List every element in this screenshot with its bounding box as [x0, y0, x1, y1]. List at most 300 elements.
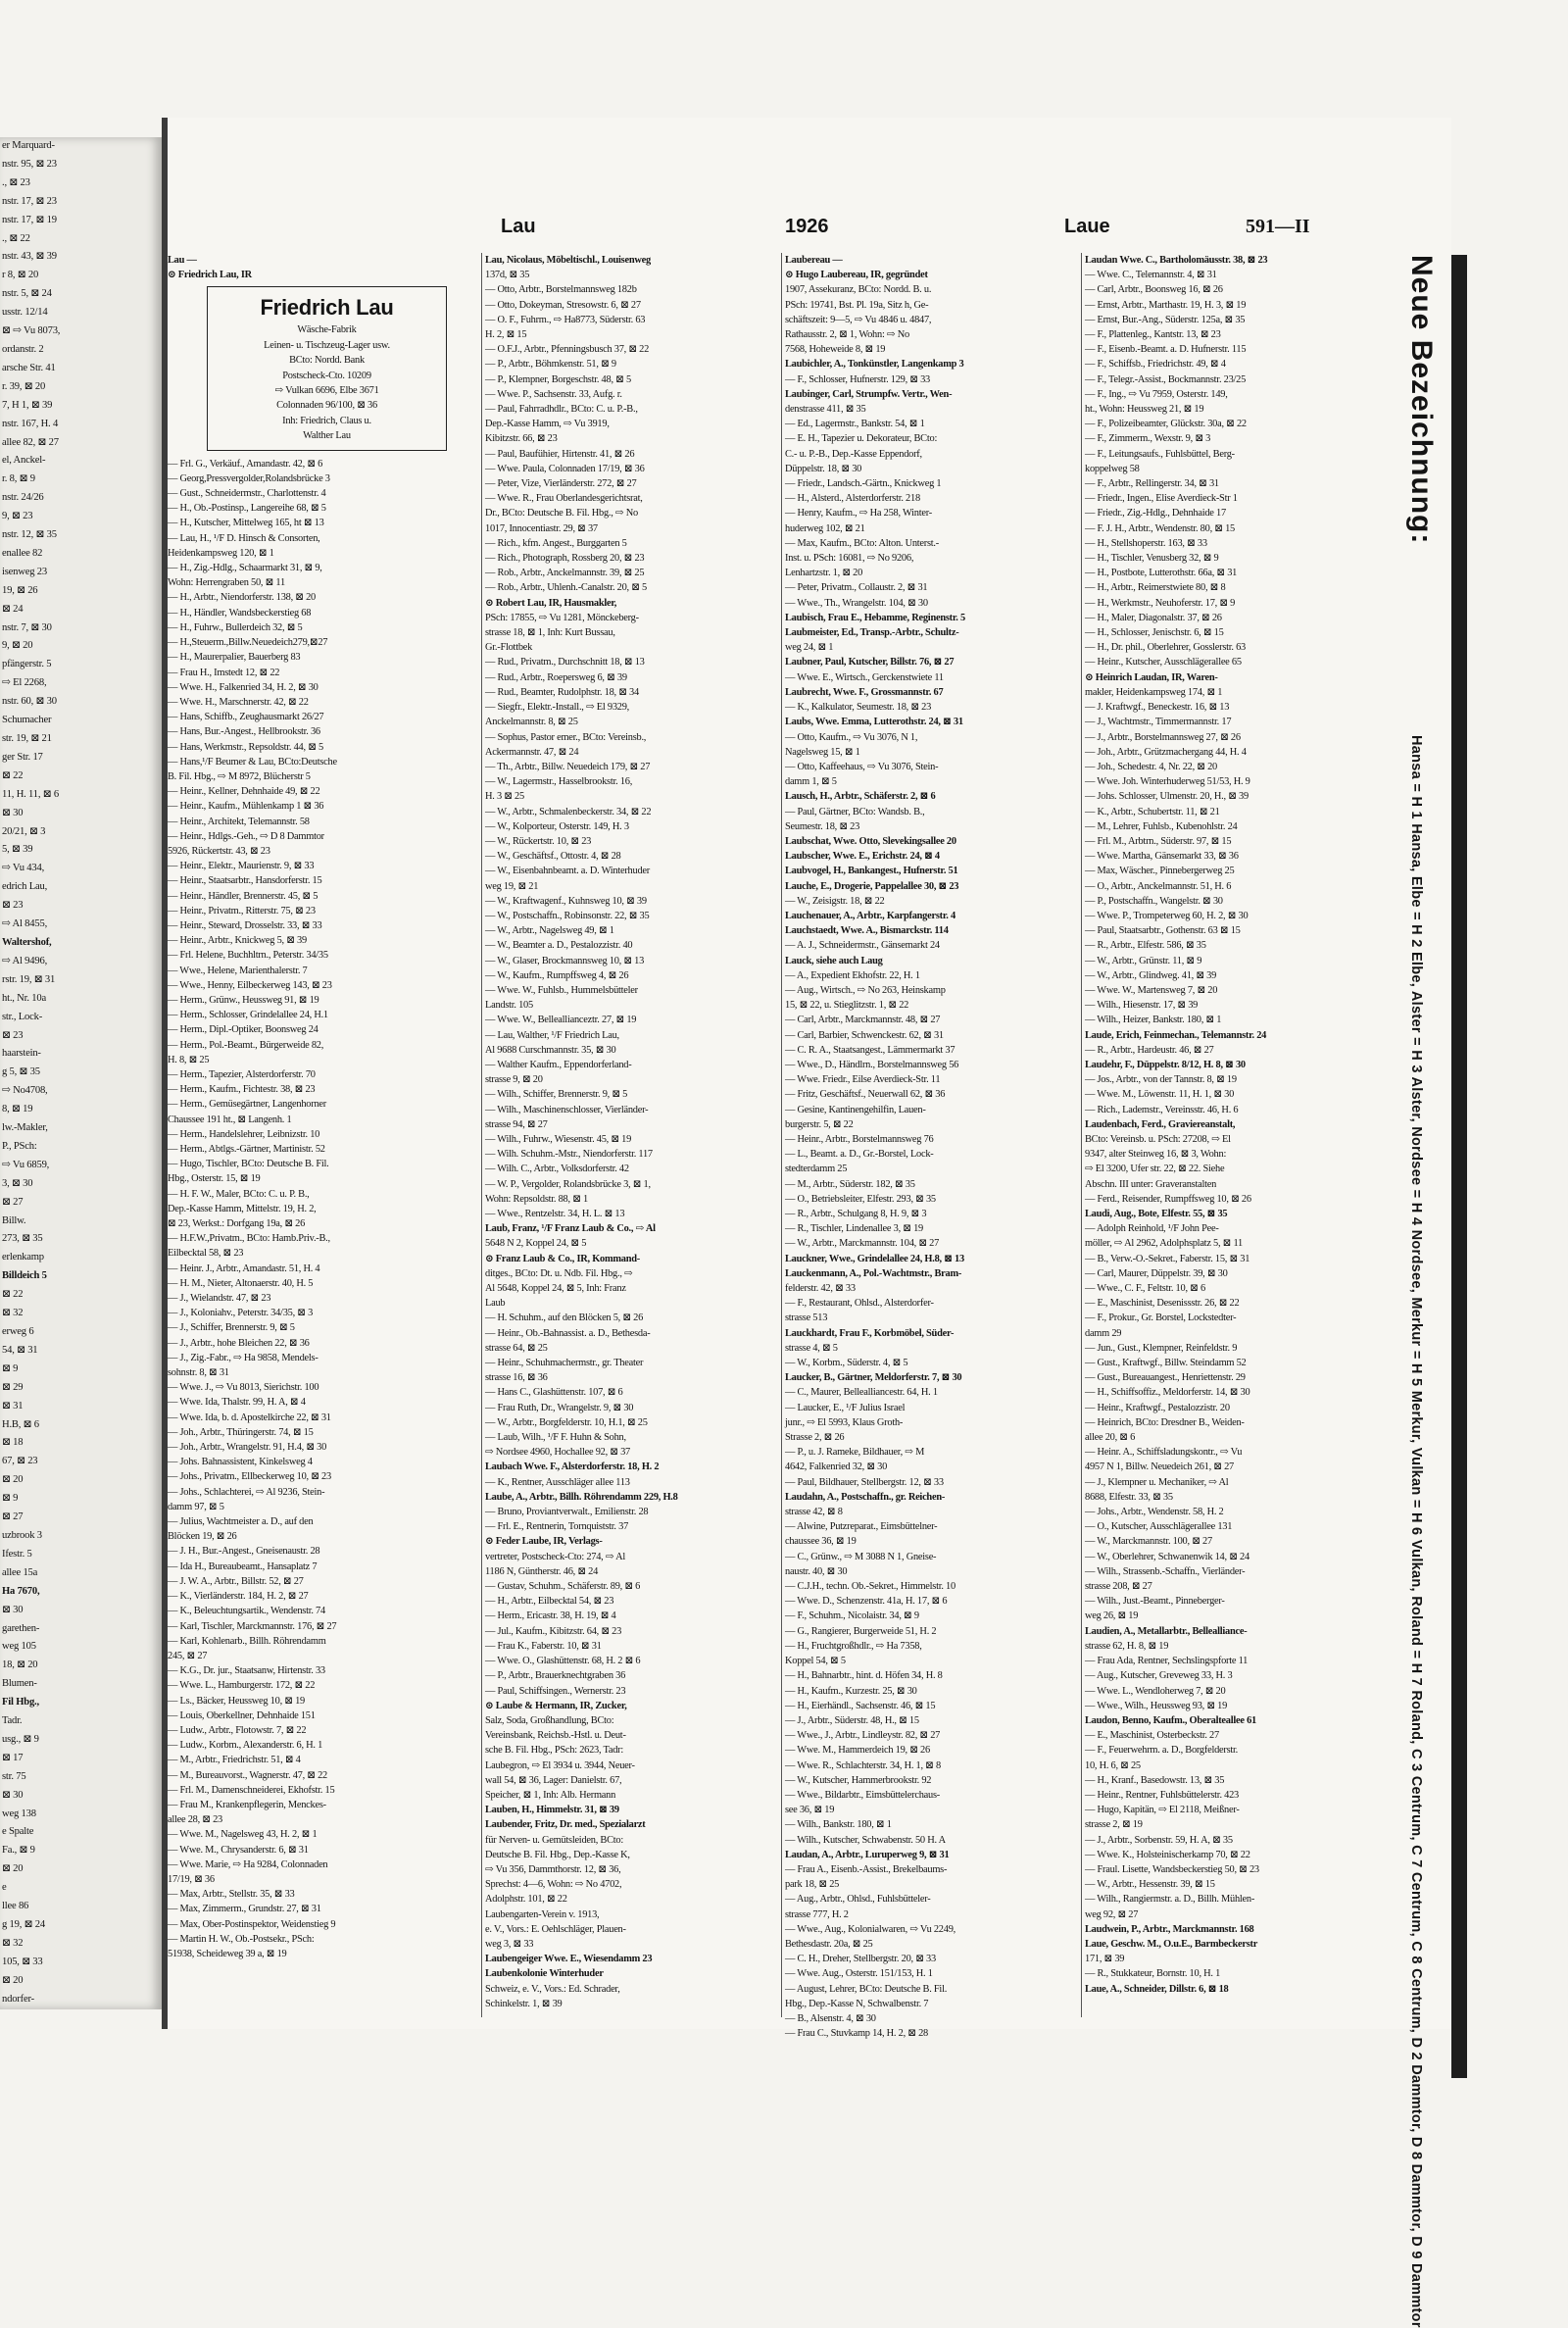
directory-entry: — Wwe. W., Martensweg 7, ⊠ 20: [1085, 984, 1218, 996]
directory-entry: — Herm., Tapezier, Alsterdorferstr. 70: [168, 1068, 316, 1080]
left-fragment-line: ., ⊠ 23: [2, 176, 30, 188]
running-head-year: 1926: [785, 216, 829, 237]
directory-entry: — Otto, Kaufm., ⇨ Vu 3076, N 1,: [785, 731, 918, 743]
directory-entry: — W. P., Vergolder, Rolandsbrücke 3, ⊠ 1,: [485, 1178, 651, 1190]
directory-entry: — Rich., Lademstr., Vereinsstr. 46, H. 6: [1085, 1104, 1239, 1115]
directory-entry: Laudenbach, Ferd., Graviereanstalt,: [1085, 1118, 1236, 1130]
left-fragment-line: Billdeich 5: [2, 1270, 47, 1282]
directory-entry: — H., Arbtr., Reimerstwiete 80, ⊠ 8: [1085, 582, 1226, 594]
left-fragment-line: lw.-Makler,: [2, 1122, 48, 1134]
left-fragment-line: ⊠ 22: [2, 1289, 24, 1301]
directory-entry: Laude, Erich, Feinmechan., Telemannstr. 24: [1085, 1029, 1267, 1041]
directory-entry: — Paul, Staatsarbtr., Gothenstr. 63 ⊠ 15: [1085, 925, 1241, 937]
directory-entry: — Wilh., Hiesenstr. 17, ⊠ 39: [1085, 1000, 1199, 1012]
directory-entry: — J., Zig.-Fabr., ⇨ Ha 9858, Mendels-: [168, 1352, 318, 1363]
directory-entry: strasse 2, ⊠ 19: [1085, 1819, 1143, 1831]
directory-entry: — Frau H., Imstedt 12, ⊠ 22: [168, 667, 280, 678]
directory-entry: — Ernst, Arbtr., Marthastr. 19, H. 3, ⊠ 19: [1085, 299, 1247, 311]
left-fragment-line: ⊠ 24: [2, 603, 24, 615]
directory-entry: schäftszeit: 9—5, ⇨ Vu 4846 u. 4847,: [785, 314, 932, 325]
left-fragment-line: ordanstr. 2: [2, 343, 44, 355]
directory-entry: 245, ⊠ 27: [168, 1650, 208, 1661]
directory-entry: — Jul., Kaufm., Kibitzstr. 64, ⊠ 23: [485, 1625, 622, 1637]
directory-entry: — C. R. A., Staatsangest., Lämmermarkt 37: [785, 1044, 956, 1056]
directory-entry: — M., Lehrer, Fuhlsb., Kubenohlstr. 24: [1085, 820, 1238, 832]
directory-entry: für Nerven- u. Gemütsleiden, BCto:: [485, 1834, 623, 1846]
directory-entry: — Johs. Schlosser, Ulmenstr. 20, H., ⊠ 39: [1085, 791, 1249, 803]
directory-entry: — H., Arbtr., Eilbecktal 54, ⊠ 23: [485, 1596, 614, 1608]
directory-entry: — Joh., Arbtr., Grützmachergang 44, H. 4: [1085, 746, 1247, 758]
directory-entry: ⊙ Heinrich Laudan, IR, Waren-: [1085, 671, 1218, 683]
directory-entry: — Wwe., D., Händlrn., Borstelmannsweg 56: [785, 1059, 959, 1070]
column-rule: [781, 253, 782, 2017]
directory-entry: ⇨ Vu 356, Dammthorstr. 12, ⊠ 36,: [485, 1863, 621, 1875]
directory-entry: Laubach Wwe. F., Alsterdorferstr. 18, H. 2: [485, 1461, 660, 1473]
directory-entry: — W., Arbtr., Hessenstr. 39, ⊠ 15: [1085, 1879, 1215, 1891]
directory-entry: Laudon, Benno, Kaufm., Oberalteallee 61: [1085, 1714, 1256, 1726]
directory-entry: — Johs., Privatm., Ellbeckerweg 10, ⊠ 23: [168, 1471, 331, 1483]
directory-entry: Dep.-Kasse Hamm, Mittelstr. 19, H. 2,: [168, 1203, 317, 1214]
directory-entry: — E., Maschinist, Osterbeckstr. 27: [1085, 1730, 1219, 1742]
directory-entry: 17/19, ⊠ 36: [168, 1873, 215, 1885]
directory-entry: — P., Arbtr., Brauerknechtgraben 36: [485, 1670, 626, 1682]
directory-entry: — W., Kutscher, Hammerbrookstr. 92: [785, 1774, 932, 1786]
directory-entry: — Heinr. J., Arbtr., Amandastr. 51, H. 4: [168, 1263, 320, 1274]
directory-entry: Salz, Soda, Großhandlung, BCto:: [485, 1714, 614, 1726]
directory-entry: strasse 16, ⊠ 36: [485, 1372, 548, 1384]
directory-entry: Lauckner, Wwe., Grindelallee 24, H.8, ⊠ 13: [785, 1253, 964, 1264]
left-fragment-line: el, Anckel-: [2, 455, 46, 467]
directory-entry: — Wwe. R., Schlachterstr. 34, H. 1, ⊠ 8: [785, 1759, 941, 1771]
directory-entry: — H., Fruchtgroßhdlr., ⇨ Ha 7358,: [785, 1640, 922, 1652]
directory-entry: — Bruno, Proviantverwalt., Emilienstr. 28: [485, 1507, 649, 1518]
page-number: 591—II: [1246, 216, 1310, 237]
left-fragment-line: ⊠ ⇨ Vu 8073,: [2, 325, 61, 337]
column-4: [1085, 253, 1400, 1997]
directory-entry: — Herm., Handelslehrer, Leibnizstr. 10: [168, 1128, 320, 1140]
directory-entry: — E. H., Tapezier u. Dekorateur, BCto:: [785, 433, 938, 445]
directory-entry: — Wwe. Ida, b. d. Apostelkirche 22, ⊠ 31: [168, 1412, 331, 1423]
directory-entry: — Herm., Gemüsegärtner, Langenhorner: [168, 1099, 326, 1111]
directory-entry: — Wwe. Aug., Osterstr. 151/153, H. 1: [785, 1968, 933, 1980]
directory-entry: strasse 777, H. 2: [785, 1908, 849, 1920]
directory-entry: — Heinr. A., Schiffsladungskontr., ⇨ Vu: [1085, 1447, 1243, 1459]
directory-entry: PSch: 17855, ⇨ Vu 1281, Mönckeberg-: [485, 612, 639, 623]
directory-entry: — W., Arbtr., Marckmannstr. 104, ⊠ 27: [785, 1238, 940, 1250]
directory-entry: — F., Schlosser, Hufnerstr. 129, ⊠ 33: [785, 373, 930, 385]
left-fragment-line: haarstein-: [2, 1048, 41, 1060]
directory-entry: — Wwe. O., Glashüttenstr. 68, H. 2 ⊠ 6: [485, 1656, 641, 1667]
directory-entry: — W., Beamter a. D., Pestalozzistr. 40: [485, 940, 633, 952]
directory-entry: — Martin H. W., Ob.-Postsekr., PSch:: [168, 1933, 315, 1945]
left-fragment-line: nstr. 17, ⊠ 19: [2, 214, 57, 225]
directory-entry: — B., Alsenstr. 4, ⊠ 30: [785, 2012, 876, 2024]
directory-entry: Lauck, siehe auch Laug: [785, 955, 883, 966]
advertisement-line: Wäsche-Fabrik: [297, 324, 357, 336]
directory-entry: — F., Plattenleg., Kantstr. 13, ⊠ 23: [1085, 329, 1221, 341]
directory-entry: — Walther Kaufm., Eppendorferland-: [485, 1059, 632, 1070]
advertisement-line: Postscheck-Cto. 10209: [282, 370, 371, 381]
directory-entry: — Heinr., Schuhmachermstr., gr. Theater: [485, 1358, 644, 1369]
directory-entry: — O., Kutscher, Ausschlägerallee 131: [1085, 1521, 1233, 1533]
left-fragment-line: 18, ⊠ 20: [2, 1659, 38, 1671]
directory-entry: sohnstr. 8, ⊠ 31: [168, 1367, 229, 1379]
left-fragment-line: ⇨ El 2268,: [2, 677, 47, 689]
directory-entry: allee 20, ⊠ 6: [1085, 1432, 1136, 1444]
directory-entry: Laudan, A., Arbtr., Luruperweg 9, ⊠ 31: [785, 1849, 950, 1860]
directory-entry: — H., Dr. phil., Oberlehrer, Gosslerstr. 63: [1085, 642, 1247, 654]
left-fragment-line: H.B, ⊠ 6: [2, 1418, 39, 1430]
left-fragment-line: nstr. 95, ⊠ 23: [2, 158, 57, 170]
directory-entry: — Wwe. Friedr., Eilse Averdieck-Str. 11: [785, 1074, 941, 1086]
directory-entry: Vereinsbank, Reichsb.-Hstl. u. Deut-: [485, 1730, 626, 1742]
left-fragment-line: ⇨ Vu 434,: [2, 863, 45, 874]
directory-entry: — Wwe. H., Marschnerstr. 42, ⊠ 22: [168, 696, 309, 708]
directory-entry: damm 1, ⊠ 5: [785, 776, 837, 788]
directory-entry: — F., Ing., ⇨ Vu 7959, Osterstr. 149,: [1085, 388, 1228, 400]
directory-entry: ⇨ El 3200, Ufer str. 22, ⊠ 22. Siehe: [1085, 1164, 1225, 1175]
directory-entry: strasse 94, ⊠ 27: [485, 1118, 548, 1130]
entry-heading: Lau —: [168, 255, 197, 266]
left-fragment-line: ⊠ 20: [2, 1974, 24, 1986]
directory-entry: — C. H., Dreher, Stellbergstr. 20, ⊠ 33: [785, 1954, 936, 1965]
directory-entry: Laubisch, Frau E., Hebamme, Reginenstr. 5: [785, 612, 965, 623]
directory-entry: Laube, A., Arbtr., Billh. Röhrendamm 229, H.8: [485, 1491, 678, 1503]
advertisement-line: Colonnaden 96/100, ⊠ 36: [276, 400, 377, 412]
directory-entry: ⊙ Feder Laube, IR, Verlags-: [485, 1536, 603, 1548]
directory-entry: — R., Tischler, Lindenallee 3, ⊠ 19: [785, 1223, 923, 1235]
directory-entry: — K., Kalkulator, Seumestr. 18, ⊠ 23: [785, 702, 932, 714]
directory-entry: Laubscher, Wwe. E., Erichstr. 24, ⊠ 4: [785, 851, 940, 863]
directory-entry: Laudan Wwe. C., Bartholomäusstr. 38, ⊠ 23: [1085, 255, 1268, 266]
left-fragment-line: allee 82, ⊠ 27: [2, 436, 59, 448]
directory-entry: Laubichler, A., Tonkünstler, Langenkamp 3: [785, 359, 964, 371]
directory-entry: Sprechst: 4—6, Wohn: ⇨ No 4702,: [485, 1879, 622, 1891]
directory-entry: — Heinr., Kellner, Dehnhaide 49, ⊠ 22: [168, 786, 320, 798]
directory-entry: 10, H. 6, ⊠ 25: [1085, 1759, 1141, 1771]
directory-entry: — Frl. M., Damenschneiderei, Ekhofstr. 15: [168, 1784, 335, 1796]
directory-entry: — W., Rückertstr. 10, ⊠ 23: [485, 835, 592, 847]
directory-entry: — J., Wachtmstr., Timmermannstr. 17: [1085, 717, 1232, 728]
directory-entry: burgerstr. 5, ⊠ 22: [785, 1118, 854, 1130]
left-fragment-line: 20/21, ⊠ 3: [2, 825, 46, 837]
left-fragment-line: Schumacher: [2, 715, 52, 726]
directory-entry: Lauchenauer, A., Arbtr., Karpfangerstr. 4: [785, 910, 956, 921]
directory-entry: — Wwe., Rentzelstr. 34, H. L. ⊠ 13: [485, 1209, 625, 1219]
directory-entry: — Heinr., Arbtr., Knickweg 5, ⊠ 39: [168, 935, 307, 947]
directory-entry: — Frau Ada, Rentner, Sechslingspforte 11: [1085, 1656, 1249, 1667]
directory-entry: — Gust., Kraftwgf., Billw. Steindamm 52: [1085, 1358, 1247, 1369]
directory-entry: Bethesdastr. 20a, ⊠ 25: [785, 1938, 873, 1950]
directory-entry: Laubereau —: [785, 255, 843, 266]
directory-entry: — Wwe. L., Hamburgerstr. 172, ⊠ 22: [168, 1680, 316, 1692]
directory-entry: strasse 64, ⊠ 25: [485, 1342, 548, 1354]
left-fragment-line: Fil Hbg.,: [2, 1697, 39, 1709]
directory-entry: — H. M., Nieter, Altonaerstr. 40, H. 5: [168, 1277, 314, 1289]
directory-entry: — H., Kutscher, Mittelweg 165, ht ⊠ 13: [168, 518, 324, 529]
directory-entry: — A. J., Schneidermstr., Gänsemarkt 24: [785, 940, 940, 952]
directory-entry: — H.F.W.,Privatm., BCto: Hamb.Priv.-B.,: [168, 1233, 330, 1245]
directory-entry: — Heinr., Steward, Drosselstr. 33, ⊠ 33: [168, 919, 322, 931]
directory-entry: — Frau C., Stuvkamp 14, H. 2, ⊠ 28: [785, 2028, 928, 2040]
directory-entry: — W., Glaser, Brockmannsweg 10, ⊠ 13: [485, 955, 645, 966]
directory-entry: — Herm., Abtlgs.-Gärtner, Martinistr. 52: [168, 1144, 325, 1155]
directory-entry: Rathausstr. 2, ⊠ 1, Wohn: ⇨ No: [785, 329, 909, 341]
directory-entry: — Wilh., Kutscher, Schwabenstr. 50 H. A: [785, 1834, 946, 1846]
directory-entry: Adolphstr. 101, ⊠ 22: [485, 1894, 567, 1906]
directory-entry: Laue, A., Schneider, Dillstr. 6, ⊠ 18: [1085, 1983, 1229, 1995]
directory-entry: — J., Arbtr., Süderstr. 48, H., ⊠ 15: [785, 1714, 919, 1726]
directory-entry: — Max, Ober-Postinspektor, Weidenstieg 9: [168, 1918, 336, 1930]
left-fragment-line: g 5, ⊠ 35: [2, 1066, 40, 1078]
left-fragment-line: ⊠ 27: [2, 1511, 24, 1523]
directory-entry: — W., Arbtr., Grünstr. 11, ⊠ 9: [1085, 955, 1202, 966]
directory-entry: Düppelstr. 18, ⊠ 30: [785, 463, 862, 474]
directory-entry: — J., Arbtr., Sorbenstr. 59, H. A, ⊠ 35: [1085, 1834, 1233, 1846]
directory-entry: — Wwe. R., Frau Oberlandesgerichtsrat,: [485, 493, 643, 505]
directory-entry: — Peter, Vize, Vierländerstr. 272, ⊠ 27: [485, 478, 637, 490]
directory-entry: weg 24, ⊠ 1: [785, 642, 834, 654]
left-fragment-line: Billw.: [2, 1214, 26, 1226]
directory-entry: — Herm., Dipl.-Optiker, Boonsweg 24: [168, 1024, 318, 1036]
directory-entry: Heidenkampsweg 120, ⊠ 1: [168, 547, 274, 559]
left-fragment-line: ⊠ 18: [2, 1437, 24, 1449]
directory-entry: — Wwe. Ida, Thalstr. 99, H. A, ⊠ 4: [168, 1397, 306, 1409]
sidebar-title: Neue Bezeichnung:: [1405, 255, 1438, 545]
directory-entry: — W., Zeisigstr. 18, ⊠ 22: [785, 895, 885, 907]
directory-entry: — E., Maschinist, Desenissstr. 26, ⊠ 22: [1085, 1298, 1240, 1310]
directory-entry: — F., Feuerwehrm. a. D., Borgfelderstr.: [1085, 1745, 1239, 1757]
directory-entry: — Wilh. C., Arbtr., Volksdorferstr. 42: [485, 1164, 629, 1175]
directory-entry: — Wwe. W., Fuhlsb., Hummelsbütteler: [485, 984, 638, 996]
directory-entry: — Hans,¹/F Beumer & Lau, BCto:Deutsche: [168, 756, 337, 768]
left-fragment-line: nstr. 43, ⊠ 39: [2, 251, 57, 263]
directory-entry: — Wwe., Wilh., Heussweg 93, ⊠ 19: [1085, 1700, 1228, 1711]
directory-entry: — Joh., Arbtr., Thüringerstr. 74, ⊠ 15: [168, 1426, 314, 1438]
left-fragment-line: ⇨ Al 8455,: [2, 918, 48, 930]
left-fragment-line: 11, H. 11, ⊠ 6: [2, 788, 59, 800]
directory-entry: — K., Arbtr., Schubertstr. 11, ⊠ 21: [1085, 806, 1220, 817]
directory-entry: BCto: Vereinsb. u. PSch: 27208, ⇨ El: [1085, 1133, 1231, 1145]
directory-entry: — Herm., Kaufm., Fichtestr. 38, ⊠ 23: [168, 1084, 316, 1096]
directory-entry: Laudahn, A., Postschaffn., gr. Reichen-: [785, 1491, 946, 1503]
directory-entry: strasse 208, ⊠ 27: [1085, 1581, 1152, 1593]
directory-entry: — Friedr., Zig.-Hdlg., Dehnhaide 17: [1085, 508, 1226, 520]
directory-entry: — Julius, Wachtmeister a. D., auf den: [168, 1516, 314, 1528]
directory-entry: — Wwe., Th., Wrangelstr. 104, ⊠ 30: [785, 597, 928, 609]
directory-entry: — O., Arbtr., Anckelmannstr. 51, H. 6: [1085, 880, 1232, 892]
directory-entry: — Johs., Schlachterei, ⇨ Al 9236, Stein-: [168, 1486, 325, 1498]
directory-entry: — Hans, Schiffb., Zeughausmarkt 26/27: [168, 712, 324, 723]
directory-entry: ⊠ 23, Werkst.: Dorfgang 19a, ⊠ 26: [168, 1218, 306, 1230]
directory-entry: Lauchstaedt, Wwe. A., Bismarckstr. 114: [785, 925, 949, 937]
left-fragment-line: ⊠ 32: [2, 1937, 24, 1949]
directory-entry: ⊙ Hugo Laubereau, IR, gegründet: [785, 270, 928, 281]
directory-entry: Eilbecktal 58, ⊠ 23: [168, 1248, 244, 1260]
left-fragment-line: ⊠ 9: [2, 1493, 19, 1505]
running-head-left: Lau: [501, 216, 536, 237]
directory-entry: — Karl, Kohlenarb., Billh. Röhrendamm: [168, 1635, 326, 1647]
directory-entry: Laudien, A., Metallarbtr., Bellealliance-: [1085, 1625, 1248, 1637]
directory-entry: — H., Maurerpalier, Bauerberg 83: [168, 652, 301, 664]
column-rule: [1081, 253, 1082, 2017]
directory-entry: — Heinr., Privatm., Ritterstr. 75, ⊠ 23: [168, 905, 316, 916]
left-fragment-line: llee 86: [2, 1901, 29, 1912]
left-fragment-line: r. 8, ⊠ 9: [2, 473, 35, 485]
left-fragment-line: usstr. 12/14: [2, 307, 48, 319]
left-fragment-line: nstr. 5, ⊠ 24: [2, 288, 52, 300]
directory-entry: — W., Kaufm., Rumpffsweg 4, ⊠ 26: [485, 969, 629, 981]
directory-entry: — Otto, Arbtr., Borstelmannsweg 182b: [485, 284, 637, 296]
directory-entry: 5648 N 2, Koppel 24, ⊠ 5: [485, 1238, 587, 1250]
left-fragment-line: ndorfer-: [2, 1993, 34, 2005]
directory-entry: — K., Rentner, Ausschläger allee 113: [485, 1476, 630, 1488]
directory-entry: — H., Eierhändl., Sachsenstr. 46, ⊠ 15: [785, 1700, 936, 1711]
left-fragment-line: P., PSch:: [2, 1140, 37, 1152]
directory-entry: — Wilh., Fuhrw., Wiesenstr. 45, ⊠ 19: [485, 1133, 632, 1145]
left-fragment-line: str., Lock-: [2, 1011, 43, 1022]
directory-entry: Laue, Geschw. M., O.u.E., Barmbeckerstr: [1085, 1938, 1258, 1950]
directory-entry: Laudwein, P., Arbtr., Marckmannstr. 168: [1085, 1923, 1254, 1935]
directory-entry: — L., Beamt. a. D., Gr.-Borstel, Lock-: [785, 1149, 934, 1161]
directory-entry: strasse 62, H. 8, ⊠ 19: [1085, 1640, 1169, 1652]
directory-entry: — Ferd., Reisender, Rumpffsweg 10, ⊠ 26: [1085, 1193, 1251, 1205]
directory-entry: — J., Arbtr., hohe Bleichen 22, ⊠ 36: [168, 1337, 310, 1349]
directory-entry: sche B. Fil. Hbg., PSch: 2623, Tadr:: [485, 1745, 624, 1757]
directory-entry: Hbg., Osterstr. 15, ⊠ 19: [168, 1173, 261, 1185]
advertisement-line: Walther Lau: [303, 430, 351, 442]
directory-entry: — Carl, Maurer, Düppelstr. 39, ⊠ 30: [1085, 1267, 1228, 1279]
directory-entry: — W., Marckmannstr. 100, ⊠ 27: [1085, 1536, 1212, 1548]
directory-entry: — Paul, Gärtner, BCto: Wandsb. B.,: [785, 806, 925, 817]
directory-entry: — Wwe., J., Arbtr., Lindleystr. 82, ⊠ 27: [785, 1730, 941, 1742]
directory-entry: Nagelsweg 15, ⊠ 1: [785, 746, 860, 758]
directory-entry: 8688, Elfestr. 33, ⊠ 35: [1085, 1491, 1173, 1503]
left-fragment-line: ⇨ Vu 6859,: [2, 1159, 50, 1170]
directory-entry: weg 26, ⊠ 19: [1085, 1610, 1139, 1622]
directory-entry: strasse 18, ⊠ 1, Inh: Kurt Bussau,: [485, 627, 615, 639]
directory-entry: — Joh., Arbtr., Wrangelstr. 91, H.4, ⊠ 30: [168, 1442, 327, 1454]
left-fragment-line: allee 15a: [2, 1566, 38, 1578]
directory-entry: — F., Schiffsb., Friedrichstr. 49, ⊠ 4: [1085, 359, 1226, 371]
left-fragment-line: ⊠ 23: [2, 900, 24, 912]
directory-entry: — Wwe., Bildarbtr., Eimsbüttelerchaus-: [785, 1789, 940, 1801]
left-fragment-line: 3, ⊠ 30: [2, 1177, 33, 1189]
directory-entry: — Wilh., Just.-Beamt., Pinneberger-: [1085, 1596, 1225, 1608]
left-fragment-line: nstr. 24/26: [2, 492, 44, 504]
directory-entry: ⊙ Robert Lau, IR, Hausmakler,: [485, 597, 617, 609]
left-fragment-line: Blumen-: [2, 1678, 37, 1690]
directory-entry: — R., Arbtr., Schulgang 8, H. 9, ⊠ 3: [785, 1209, 927, 1219]
directory-entry: — Gust., Schneidermstr., Charlottenstr. 4: [168, 488, 326, 500]
directory-entry: — C., Grünw., ⇨ M 3088 N 1, Gneise-: [785, 1551, 937, 1562]
directory-entry: 1017, Innocentiastr. 29, ⊠ 37: [485, 522, 598, 534]
directory-entry: — Hugo, Kapitän, ⇨ El 2118, Meißner-: [1085, 1805, 1240, 1816]
directory-entry: — J. Kraftwgf., Beneckestr. 16, ⊠ 13: [1085, 702, 1230, 714]
directory-entry: — J. H., Bur.-Angest., Gneisenaustr. 28: [168, 1546, 320, 1558]
directory-entry: — Herm., Pol.-Beamt., Bürgerweide 82,: [168, 1039, 324, 1051]
directory-entry: — H., Händler, Wandsbeckerstieg 68: [168, 607, 312, 619]
directory-entry: — M., Arbtr., Süderstr. 182, ⊠ 35: [785, 1178, 915, 1190]
directory-entry: damm 97, ⊠ 5: [168, 1501, 224, 1512]
left-fragment-line: ht., Nr. 10a: [2, 992, 46, 1004]
directory-entry: — F., Arbtr., Rellingerstr. 34, ⊠ 31: [1085, 478, 1219, 490]
directory-entry: e. V., Vors.: E. Oehlschläger, Plauen-: [485, 1923, 626, 1935]
directory-entry: — Frl. G., Verkäuf., Amandastr. 42, ⊠ 6: [168, 458, 323, 470]
directory-entry: — Rich., kfm. Angest., Burggarten 5: [485, 537, 627, 549]
directory-entry: stedterdamm 25: [785, 1164, 848, 1175]
directory-entry: 51938, Scheideweg 39 a, ⊠ 19: [168, 1948, 287, 1959]
directory-entry: — Hans, Werkmstr., Repsoldstr. 44, ⊠ 5: [168, 741, 323, 753]
directory-entry: — Wilh., Strassenb.-Schaffn., Vierländer-: [1085, 1565, 1246, 1577]
directory-entry: — Wwe. Martha, Gänsemarkt 33, ⊠ 36: [1085, 851, 1239, 863]
directory-entry: — Alwine, Putzreparat., Eimsbüttelner-: [785, 1521, 938, 1533]
directory-entry: — Hans, Bur.-Angest., Hellbrookstr. 36: [168, 726, 320, 738]
directory-entry: — Peter, Privatm., Collaustr. 2, ⊠ 31: [785, 582, 928, 594]
directory-entry: — R., Arbtr., Hardeustr. 46, ⊠ 27: [1085, 1044, 1214, 1056]
left-fragment-line: ⊠ 20: [2, 1863, 24, 1875]
directory-entry: — K., Beleuchtungsartik., Wendenstr. 74: [168, 1606, 325, 1617]
left-fragment-line: Fa., ⊠ 9: [2, 1845, 35, 1857]
column-1-entries: [168, 457, 479, 1962]
directory-entry: 171, ⊠ 39: [1085, 1954, 1125, 1965]
directory-entry: — P., u. J. Rameke, Bildhauer, ⇨ M: [785, 1447, 925, 1459]
directory-entry: — W., Kolporteur, Osterstr. 149, H. 3: [485, 820, 629, 832]
left-fragment-line: ⊠ 30: [2, 807, 24, 818]
directory-entry: felderstr. 42, ⊠ 33: [785, 1283, 856, 1295]
directory-entry: koppelweg 58: [1085, 463, 1140, 474]
left-page-text-fragments: [0, 137, 162, 2009]
left-fragment-line: nstr. 167, H. 4: [2, 418, 59, 429]
directory-entry: — Wilh., Bankstr. 180, ⊠ 1: [785, 1819, 892, 1831]
directory-entry: 1186 N, Güntherstr. 46, ⊠ 24: [485, 1565, 599, 1577]
directory-entry: — F., Leitungsaufs., Fuhlsbüttel, Berg-: [1085, 448, 1235, 460]
directory-entry: damm 29: [1085, 1327, 1122, 1339]
left-fragment-line: Tadr.: [2, 1715, 23, 1727]
left-fragment-line: ⇨ Al 9496,: [2, 955, 48, 966]
left-page-fragment: [0, 137, 162, 2009]
directory-entry: — Frl. Helene, Buchhltrn., Peterstr. 34/35: [168, 950, 328, 962]
directory-entry: — Friedr., Landsch.-Gärtn., Knickweg 1: [785, 478, 942, 490]
left-fragment-line: arsche Str. 41: [2, 362, 56, 373]
directory-entry: — Rud., Arbtr., Roepersweg 6, ⊠ 39: [485, 671, 627, 683]
directory-entry: Laubvogel, H., Bankangest., Hufnerstr. 51: [785, 866, 958, 877]
advertisement-line: Leinen- u. Tischzeug-Lager usw.: [264, 339, 390, 351]
directory-page: [168, 118, 1451, 2328]
directory-entry: ⊙ Franz Laub & Co., IR, Kommand-: [485, 1253, 641, 1264]
directory-entry: Landstr. 105: [485, 1000, 533, 1012]
directory-entry: Laubender, Fritz, Dr. med., Spezialarzt: [485, 1819, 646, 1831]
left-fragment-line: ., ⊠ 22: [2, 232, 30, 244]
directory-entry: — W., Arbtr., Nagelsweg 49, ⊠ 1: [485, 925, 614, 937]
left-fragment-line: ⊠ 32: [2, 1308, 24, 1319]
directory-entry: 4642, Falkenried 32, ⊠ 30: [785, 1461, 888, 1473]
directory-entry: — Lau, Walther, ¹/F Friedrich Lau,: [485, 1029, 619, 1041]
directory-entry: — W., Lagermstr., Hasselbrookstr. 16,: [485, 776, 633, 788]
directory-entry: 1907, Assekuranz, BCto: Nordd. B. u.: [785, 284, 932, 296]
directory-entry: ht., Wohn: Heussweg 21, ⊠ 19: [1085, 404, 1204, 416]
directory-entry: — Johs., Arbtr., Wendenstr. 58, H. 2: [1085, 1507, 1224, 1518]
directory-entry: — R., Arbtr., Elfestr. 586, ⊠ 35: [1085, 940, 1206, 952]
directory-entry: — Rob., Arbtr., Anckelmannstr. 39, ⊠ 25: [485, 568, 645, 579]
directory-entry: — Aug., Kutscher, Greveweg 33, H. 3: [1085, 1670, 1233, 1682]
directory-entry: — W., Arbtr., Borgfelderstr. 10, H.1, ⊠ 25: [485, 1416, 648, 1428]
directory-entry: — Wwe. E., Wirtsch., Gerckenstwiete 11: [785, 671, 944, 683]
directory-entry: PSch: 19741, Bst. Pl. 19a, Sitz h, Ge-: [785, 299, 929, 311]
left-fragment-line: 9, ⊠ 23: [2, 511, 33, 522]
left-fragment-line: nstr. 17, ⊠ 23: [2, 195, 57, 207]
left-fragment-line: Ha 7670,: [2, 1585, 40, 1597]
